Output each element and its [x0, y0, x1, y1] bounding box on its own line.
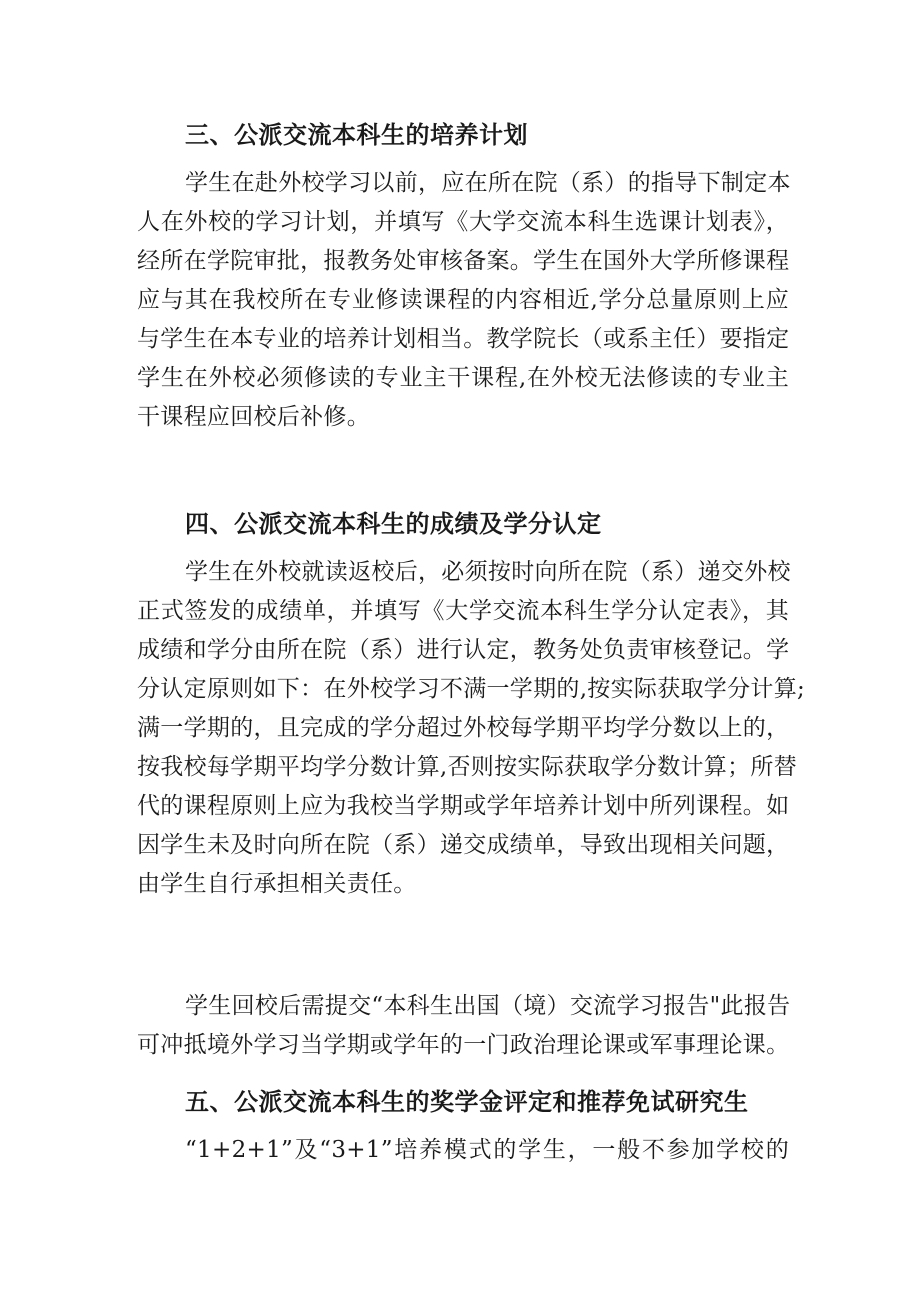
section-4-paragraph-1: [137, 553, 806, 904]
paragraph-line: 由学生自行承担相关责任。: [137, 871, 417, 897]
section-3-paragraph-1: [137, 164, 789, 437]
section-heading-3: 三、公派交流本科生的培养计划: [185, 121, 528, 149]
paragraph-line: 代的课程原则上应为我校当学期或学年培养计划中所列课程。如: [137, 793, 790, 819]
paragraph-line: 与学生在本专业的培养计划相当。教学院长（或系主任）要指定: [137, 326, 790, 352]
paragraph-line: 学生在赴外校学习以前，应在所在院（系）的指导下制定本: [185, 170, 791, 196]
paragraph-line: 经所在学院审批，报教务处审核备案。学生在国外大学所修课程: [137, 248, 790, 274]
paragraph-line: 可冲抵境外学习当学期或学年的一门政治理论课或军事理论课。: [137, 1032, 790, 1058]
section-4-paragraph-2: [137, 987, 789, 1065]
paragraph-line: 按我校每学期平均学分数计算,否则按实际获取学分数计算；所替: [137, 754, 798, 780]
section-heading-4: 四、公派交流本科生的成绩及学分认定: [185, 510, 602, 538]
paragraph-line: 成绩和学分由所在院（系）进行认定，教务处负责审核登记。学: [137, 637, 790, 663]
paragraph-line: 分认定原则如下：在外校学习不满一学期的,按实际获取学分计算;: [137, 676, 806, 702]
paragraph-line: “1+2+1”及“3+1”培养模式的学生，一般不参加学校的: [185, 1137, 789, 1163]
paragraph-line: 学生回校后需提交“本科生出国（境）交流学习报告"此报告: [185, 993, 791, 1019]
paragraph-line: 应与其在我校所在专业修读课程的内容相近,学分总量原则上应: [137, 287, 789, 313]
paragraph-line: 学生在外校必须修读的专业主干课程,在外校无法修读的专业主: [137, 365, 789, 391]
paragraph-line: 干课程应回校后补修。: [137, 404, 370, 430]
section-heading-5: 五、公派交流本科生的奖学金评定和推荐免试研究生: [185, 1088, 749, 1116]
paragraph-line: 正式签发的成绩单，并填写《大学交流本科生学分认定表》，其: [137, 598, 789, 624]
paragraph-line: 因学生未及时向所在院（系）递交成绩单，导致出现相关问题，: [137, 832, 790, 858]
paragraph-line: 学生在外校就读返校后，必须按时向所在院（系）递交外校: [185, 559, 791, 585]
paragraph-line: 满一学期的，且完成的学分超过外校每学期平均学分数以上的，: [137, 715, 790, 741]
paragraph-line: 人在外校的学习计划，并填写《大学交流本科生选课计划表》，: [137, 209, 789, 235]
section-5-paragraph-1: [137, 1131, 789, 1170]
